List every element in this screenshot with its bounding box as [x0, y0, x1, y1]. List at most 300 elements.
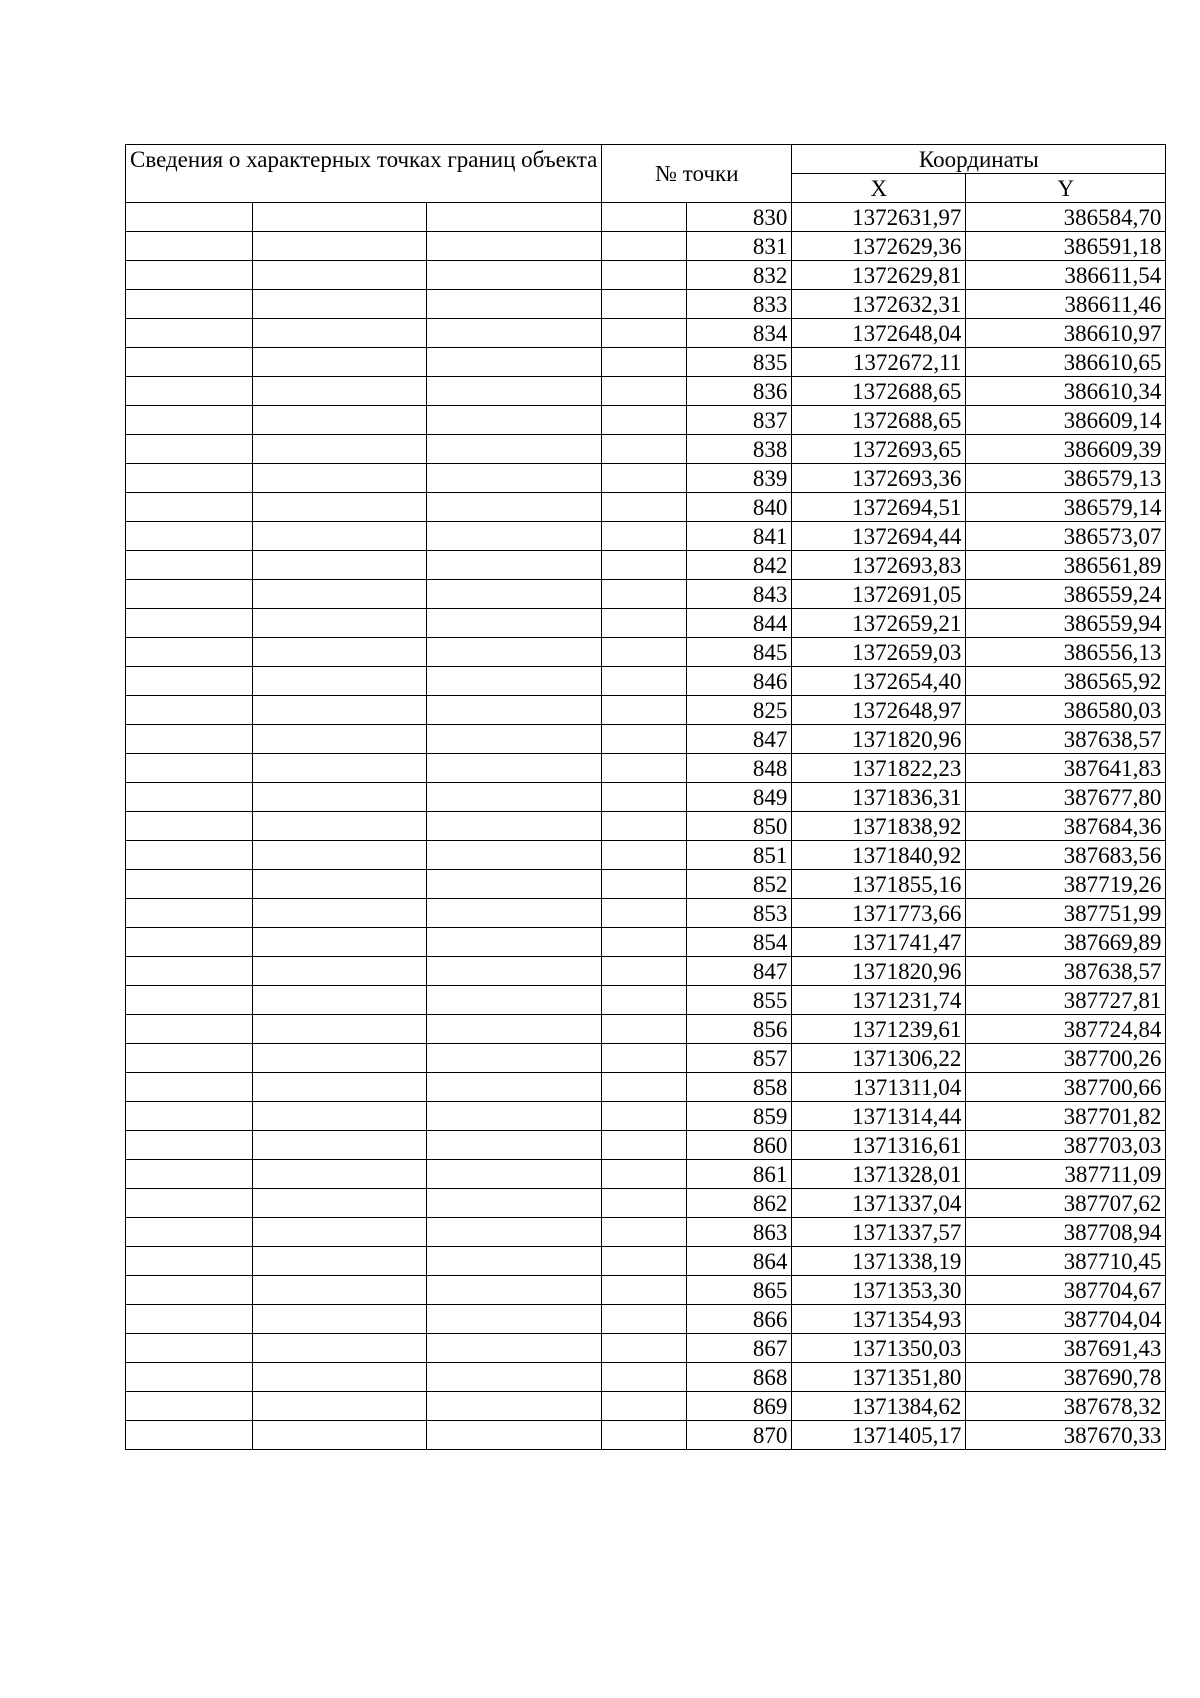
point-number-cell: 837	[687, 406, 792, 435]
empty-cell	[126, 406, 253, 435]
empty-cell	[602, 203, 687, 232]
y-coordinate-cell: 387638,57	[966, 957, 1166, 986]
x-coordinate-cell: 1371840,92	[792, 841, 966, 870]
empty-cell	[126, 261, 253, 290]
empty-cell	[252, 261, 427, 290]
empty-cell	[126, 609, 253, 638]
y-coordinate-cell: 386610,34	[966, 377, 1166, 406]
empty-cell	[252, 1044, 427, 1073]
y-coordinate-cell: 386611,54	[966, 261, 1166, 290]
table-row	[126, 1218, 1166, 1247]
point-number-cell: 830	[687, 203, 792, 232]
x-coordinate-cell: 1371838,92	[792, 812, 966, 841]
empty-cell	[126, 957, 253, 986]
empty-cell	[252, 1276, 427, 1305]
table-row	[126, 812, 1166, 841]
empty-cell	[126, 1334, 253, 1363]
table-row	[126, 841, 1166, 870]
x-coordinate-cell: 1371338,19	[792, 1247, 966, 1276]
empty-cell	[427, 928, 602, 957]
x-coordinate-cell: 1371337,57	[792, 1218, 966, 1247]
empty-cell	[602, 1247, 687, 1276]
x-coordinate-cell: 1371351,80	[792, 1363, 966, 1392]
empty-cell	[602, 725, 687, 754]
x-coordinate-cell: 1371328,01	[792, 1160, 966, 1189]
table-row	[126, 1305, 1166, 1334]
empty-cell	[427, 580, 602, 609]
empty-cell	[126, 812, 253, 841]
empty-cell	[602, 1044, 687, 1073]
point-number-cell: 867	[687, 1334, 792, 1363]
empty-cell	[252, 1160, 427, 1189]
empty-cell	[126, 986, 253, 1015]
empty-cell	[427, 551, 602, 580]
point-number-cell: 848	[687, 754, 792, 783]
empty-cell	[602, 1102, 687, 1131]
x-coordinate-cell: 1372632,31	[792, 290, 966, 319]
table-row	[126, 261, 1166, 290]
empty-cell	[126, 1015, 253, 1044]
x-coordinate-cell: 1372631,97	[792, 203, 966, 232]
x-coordinate-cell: 1372659,21	[792, 609, 966, 638]
point-number-cell: 840	[687, 493, 792, 522]
y-coordinate-cell: 387719,26	[966, 870, 1166, 899]
x-coordinate-cell: 1371741,47	[792, 928, 966, 957]
x-coordinate-cell: 1371855,16	[792, 870, 966, 899]
empty-cell	[126, 667, 253, 696]
empty-cell	[126, 1421, 253, 1450]
x-coordinate-cell: 1371820,96	[792, 725, 966, 754]
empty-cell	[602, 522, 687, 551]
x-coordinate-cell: 1371311,04	[792, 1073, 966, 1102]
empty-cell	[252, 232, 427, 261]
point-number-cell: 850	[687, 812, 792, 841]
empty-cell	[252, 696, 427, 725]
table-row	[126, 667, 1166, 696]
empty-cell	[427, 290, 602, 319]
empty-cell	[252, 348, 427, 377]
empty-cell	[427, 1247, 602, 1276]
empty-cell	[602, 1392, 687, 1421]
y-coordinate-cell: 386559,94	[966, 609, 1166, 638]
table-row	[126, 232, 1166, 261]
table-row	[126, 609, 1166, 638]
table-row	[126, 1392, 1166, 1421]
empty-cell	[252, 1247, 427, 1276]
x-coordinate-cell: 1372688,65	[792, 406, 966, 435]
y-coordinate-cell: 387684,36	[966, 812, 1166, 841]
y-coordinate-cell: 386591,18	[966, 232, 1166, 261]
y-coordinate-cell: 386580,03	[966, 696, 1166, 725]
empty-cell	[427, 1160, 602, 1189]
y-coordinate-cell: 387724,84	[966, 1015, 1166, 1044]
point-number-cell: 860	[687, 1131, 792, 1160]
empty-cell	[126, 522, 253, 551]
empty-cell	[126, 1305, 253, 1334]
empty-cell	[602, 232, 687, 261]
y-coordinate-cell: 387669,89	[966, 928, 1166, 957]
empty-cell	[126, 1073, 253, 1102]
point-number-cell: 866	[687, 1305, 792, 1334]
empty-cell	[427, 696, 602, 725]
empty-cell	[126, 725, 253, 754]
empty-cell	[427, 203, 602, 232]
coordinates-header: Координаты	[792, 145, 1166, 174]
table-row	[126, 580, 1166, 609]
empty-cell	[252, 609, 427, 638]
table-row	[126, 464, 1166, 493]
empty-cell	[252, 1421, 427, 1450]
coordinates-table	[125, 144, 1166, 1450]
empty-cell	[252, 725, 427, 754]
y-coordinate-cell: 387677,80	[966, 783, 1166, 812]
empty-cell	[427, 319, 602, 348]
table-row	[126, 783, 1166, 812]
y-coordinate-cell: 387641,83	[966, 754, 1166, 783]
empty-cell	[126, 1160, 253, 1189]
empty-cell	[427, 609, 602, 638]
x-coordinate-cell: 1372648,04	[792, 319, 966, 348]
empty-cell	[126, 1392, 253, 1421]
point-number-cell: 863	[687, 1218, 792, 1247]
point-number-cell: 868	[687, 1363, 792, 1392]
empty-cell	[427, 1305, 602, 1334]
table-row	[126, 725, 1166, 754]
empty-cell	[427, 754, 602, 783]
empty-cell	[252, 580, 427, 609]
x-coordinate-cell: 1371239,61	[792, 1015, 966, 1044]
y-coordinate-cell: 386579,13	[966, 464, 1166, 493]
table-row	[126, 435, 1166, 464]
empty-cell	[126, 580, 253, 609]
empty-cell	[126, 1131, 253, 1160]
empty-cell	[427, 1015, 602, 1044]
empty-cell	[602, 464, 687, 493]
y-coordinate-cell: 387703,03	[966, 1131, 1166, 1160]
point-number-cell: 843	[687, 580, 792, 609]
table-row	[126, 348, 1166, 377]
point-number-cell: 861	[687, 1160, 792, 1189]
y-coordinate-cell: 387710,45	[966, 1247, 1166, 1276]
empty-cell	[427, 899, 602, 928]
empty-cell	[427, 667, 602, 696]
empty-cell	[252, 551, 427, 580]
empty-cell	[126, 1363, 253, 1392]
empty-cell	[427, 435, 602, 464]
table-row	[126, 754, 1166, 783]
y-coordinate-cell: 387638,57	[966, 725, 1166, 754]
empty-cell	[427, 870, 602, 899]
y-coordinate-cell: 387751,99	[966, 899, 1166, 928]
y-coordinate-cell: 387704,67	[966, 1276, 1166, 1305]
x-coordinate-cell: 1372693,83	[792, 551, 966, 580]
empty-cell	[427, 725, 602, 754]
empty-cell	[126, 464, 253, 493]
empty-cell	[252, 1305, 427, 1334]
empty-cell	[252, 493, 427, 522]
empty-cell	[252, 783, 427, 812]
empty-cell	[602, 406, 687, 435]
y-coordinate-cell: 387700,66	[966, 1073, 1166, 1102]
empty-cell	[602, 1015, 687, 1044]
point-number-header: № точки	[602, 145, 792, 203]
point-number-cell: 841	[687, 522, 792, 551]
empty-cell	[427, 1421, 602, 1450]
empty-cell	[252, 1189, 427, 1218]
point-number-cell: 869	[687, 1392, 792, 1421]
point-number-cell: 858	[687, 1073, 792, 1102]
table-row	[126, 290, 1166, 319]
y-coordinate-cell: 386565,92	[966, 667, 1166, 696]
empty-cell	[427, 232, 602, 261]
table-row	[126, 1102, 1166, 1131]
empty-cell	[602, 1189, 687, 1218]
table-row	[126, 638, 1166, 667]
empty-cell	[602, 986, 687, 1015]
empty-cell	[602, 1218, 687, 1247]
empty-cell	[427, 1073, 602, 1102]
x-coordinate-cell: 1371350,03	[792, 1334, 966, 1363]
empty-cell	[427, 638, 602, 667]
empty-cell	[252, 406, 427, 435]
table-row	[126, 1247, 1166, 1276]
point-number-cell: 844	[687, 609, 792, 638]
y-coordinate-cell: 387707,62	[966, 1189, 1166, 1218]
table-row	[126, 696, 1166, 725]
object-info-header: Сведения о характерных точках границ объекта	[126, 145, 602, 203]
y-coordinate-cell: 386561,89	[966, 551, 1166, 580]
y-coordinate-cell: 386609,14	[966, 406, 1166, 435]
empty-cell	[427, 493, 602, 522]
point-number-cell: 839	[687, 464, 792, 493]
empty-cell	[602, 696, 687, 725]
empty-cell	[427, 261, 602, 290]
empty-cell	[427, 522, 602, 551]
point-number-cell: 855	[687, 986, 792, 1015]
table-row	[126, 319, 1166, 348]
table-row	[126, 493, 1166, 522]
point-number-cell: 859	[687, 1102, 792, 1131]
empty-cell	[427, 783, 602, 812]
x-coordinate-cell: 1372648,97	[792, 696, 966, 725]
x-coordinate-cell: 1372688,65	[792, 377, 966, 406]
empty-cell	[126, 435, 253, 464]
empty-cell	[602, 290, 687, 319]
empty-cell	[126, 928, 253, 957]
empty-cell	[252, 1102, 427, 1131]
table-row	[126, 1160, 1166, 1189]
empty-cell	[252, 290, 427, 319]
point-number-cell: 856	[687, 1015, 792, 1044]
empty-cell	[126, 638, 253, 667]
empty-cell	[602, 667, 687, 696]
empty-cell	[602, 754, 687, 783]
y-coordinate-cell: 386609,39	[966, 435, 1166, 464]
empty-cell	[252, 841, 427, 870]
point-number-cell: 838	[687, 435, 792, 464]
y-coordinate-cell: 387670,33	[966, 1421, 1166, 1450]
empty-cell	[602, 261, 687, 290]
empty-cell	[126, 696, 253, 725]
empty-cell	[252, 1392, 427, 1421]
empty-cell	[602, 783, 687, 812]
y-coordinate-cell: 386556,13	[966, 638, 1166, 667]
table-row	[126, 1276, 1166, 1305]
empty-cell	[602, 551, 687, 580]
point-number-cell: 836	[687, 377, 792, 406]
empty-cell	[602, 899, 687, 928]
x-coordinate-cell: 1371231,74	[792, 986, 966, 1015]
table-row	[126, 377, 1166, 406]
empty-cell	[252, 638, 427, 667]
header-row-1	[126, 145, 1166, 174]
empty-cell	[252, 1218, 427, 1247]
table-row	[126, 1131, 1166, 1160]
empty-cell	[126, 377, 253, 406]
y-coordinate-cell: 386559,24	[966, 580, 1166, 609]
y-coordinate-cell: 386573,07	[966, 522, 1166, 551]
table-row	[126, 203, 1166, 232]
point-number-cell: 825	[687, 696, 792, 725]
x-coordinate-cell: 1372694,44	[792, 522, 966, 551]
empty-cell	[602, 1421, 687, 1450]
y-coordinate-cell: 386611,46	[966, 290, 1166, 319]
empty-cell	[602, 841, 687, 870]
empty-cell	[427, 1392, 602, 1421]
point-number-cell: 831	[687, 232, 792, 261]
point-number-cell: 846	[687, 667, 792, 696]
x-coordinate-cell: 1371337,04	[792, 1189, 966, 1218]
x-coordinate-cell: 1371316,61	[792, 1131, 966, 1160]
x-coordinate-cell: 1371353,30	[792, 1276, 966, 1305]
point-number-cell: 852	[687, 870, 792, 899]
empty-cell	[126, 1218, 253, 1247]
empty-cell	[427, 1044, 602, 1073]
table-row	[126, 522, 1166, 551]
empty-cell	[602, 1305, 687, 1334]
empty-cell	[126, 1276, 253, 1305]
empty-cell	[427, 1276, 602, 1305]
empty-cell	[602, 435, 687, 464]
y-coordinate-cell: 387683,56	[966, 841, 1166, 870]
x-coordinate-cell: 1372672,11	[792, 348, 966, 377]
empty-cell	[252, 464, 427, 493]
point-number-cell: 833	[687, 290, 792, 319]
empty-cell	[252, 377, 427, 406]
y-header: Y	[966, 174, 1166, 203]
empty-cell	[602, 377, 687, 406]
empty-cell	[602, 1334, 687, 1363]
x-coordinate-cell: 1372654,40	[792, 667, 966, 696]
table-body	[126, 203, 1166, 1450]
empty-cell	[252, 1334, 427, 1363]
table-row	[126, 1044, 1166, 1073]
point-number-cell: 862	[687, 1189, 792, 1218]
x-coordinate-cell: 1371384,62	[792, 1392, 966, 1421]
empty-cell	[126, 348, 253, 377]
y-coordinate-cell: 387690,78	[966, 1363, 1166, 1392]
empty-cell	[252, 957, 427, 986]
empty-cell	[126, 290, 253, 319]
empty-cell	[126, 841, 253, 870]
point-number-cell: 842	[687, 551, 792, 580]
empty-cell	[427, 812, 602, 841]
empty-cell	[427, 1334, 602, 1363]
empty-cell	[126, 783, 253, 812]
table-row	[126, 406, 1166, 435]
table-row	[126, 1073, 1166, 1102]
y-coordinate-cell: 387704,04	[966, 1305, 1166, 1334]
empty-cell	[126, 551, 253, 580]
empty-cell	[427, 841, 602, 870]
point-number-cell: 845	[687, 638, 792, 667]
table-row	[126, 870, 1166, 899]
empty-cell	[252, 1131, 427, 1160]
table-row	[126, 1363, 1166, 1392]
x-coordinate-cell: 1372629,36	[792, 232, 966, 261]
point-number-cell: 847	[687, 957, 792, 986]
empty-cell	[427, 348, 602, 377]
point-number-cell: 857	[687, 1044, 792, 1073]
y-coordinate-cell: 387691,43	[966, 1334, 1166, 1363]
empty-cell	[602, 319, 687, 348]
table-row	[126, 1334, 1166, 1363]
empty-cell	[252, 667, 427, 696]
empty-cell	[602, 957, 687, 986]
point-number-cell: 870	[687, 1421, 792, 1450]
empty-cell	[126, 754, 253, 783]
empty-cell	[602, 928, 687, 957]
point-number-cell: 864	[687, 1247, 792, 1276]
y-coordinate-cell: 386579,14	[966, 493, 1166, 522]
table-row	[126, 928, 1166, 957]
empty-cell	[602, 638, 687, 667]
point-number-cell: 832	[687, 261, 792, 290]
empty-cell	[252, 870, 427, 899]
empty-cell	[252, 812, 427, 841]
empty-cell	[126, 319, 253, 348]
empty-cell	[252, 522, 427, 551]
empty-cell	[602, 1276, 687, 1305]
empty-cell	[126, 899, 253, 928]
empty-cell	[126, 1044, 253, 1073]
x-coordinate-cell: 1372629,81	[792, 261, 966, 290]
empty-cell	[252, 928, 427, 957]
empty-cell	[427, 957, 602, 986]
empty-cell	[252, 435, 427, 464]
y-coordinate-cell: 387727,81	[966, 986, 1166, 1015]
empty-cell	[126, 1102, 253, 1131]
empty-cell	[427, 377, 602, 406]
point-number-cell: 853	[687, 899, 792, 928]
empty-cell	[602, 812, 687, 841]
x-coordinate-cell: 1371405,17	[792, 1421, 966, 1450]
point-number-cell: 851	[687, 841, 792, 870]
empty-cell	[602, 580, 687, 609]
empty-cell	[427, 1363, 602, 1392]
x-coordinate-cell: 1372694,51	[792, 493, 966, 522]
empty-cell	[252, 986, 427, 1015]
point-number-cell: 834	[687, 319, 792, 348]
y-coordinate-cell: 386584,70	[966, 203, 1166, 232]
empty-cell	[252, 1073, 427, 1102]
empty-cell	[252, 319, 427, 348]
empty-cell	[427, 1102, 602, 1131]
empty-cell	[252, 1015, 427, 1044]
empty-cell	[126, 493, 253, 522]
empty-cell	[252, 203, 427, 232]
empty-cell	[602, 1073, 687, 1102]
